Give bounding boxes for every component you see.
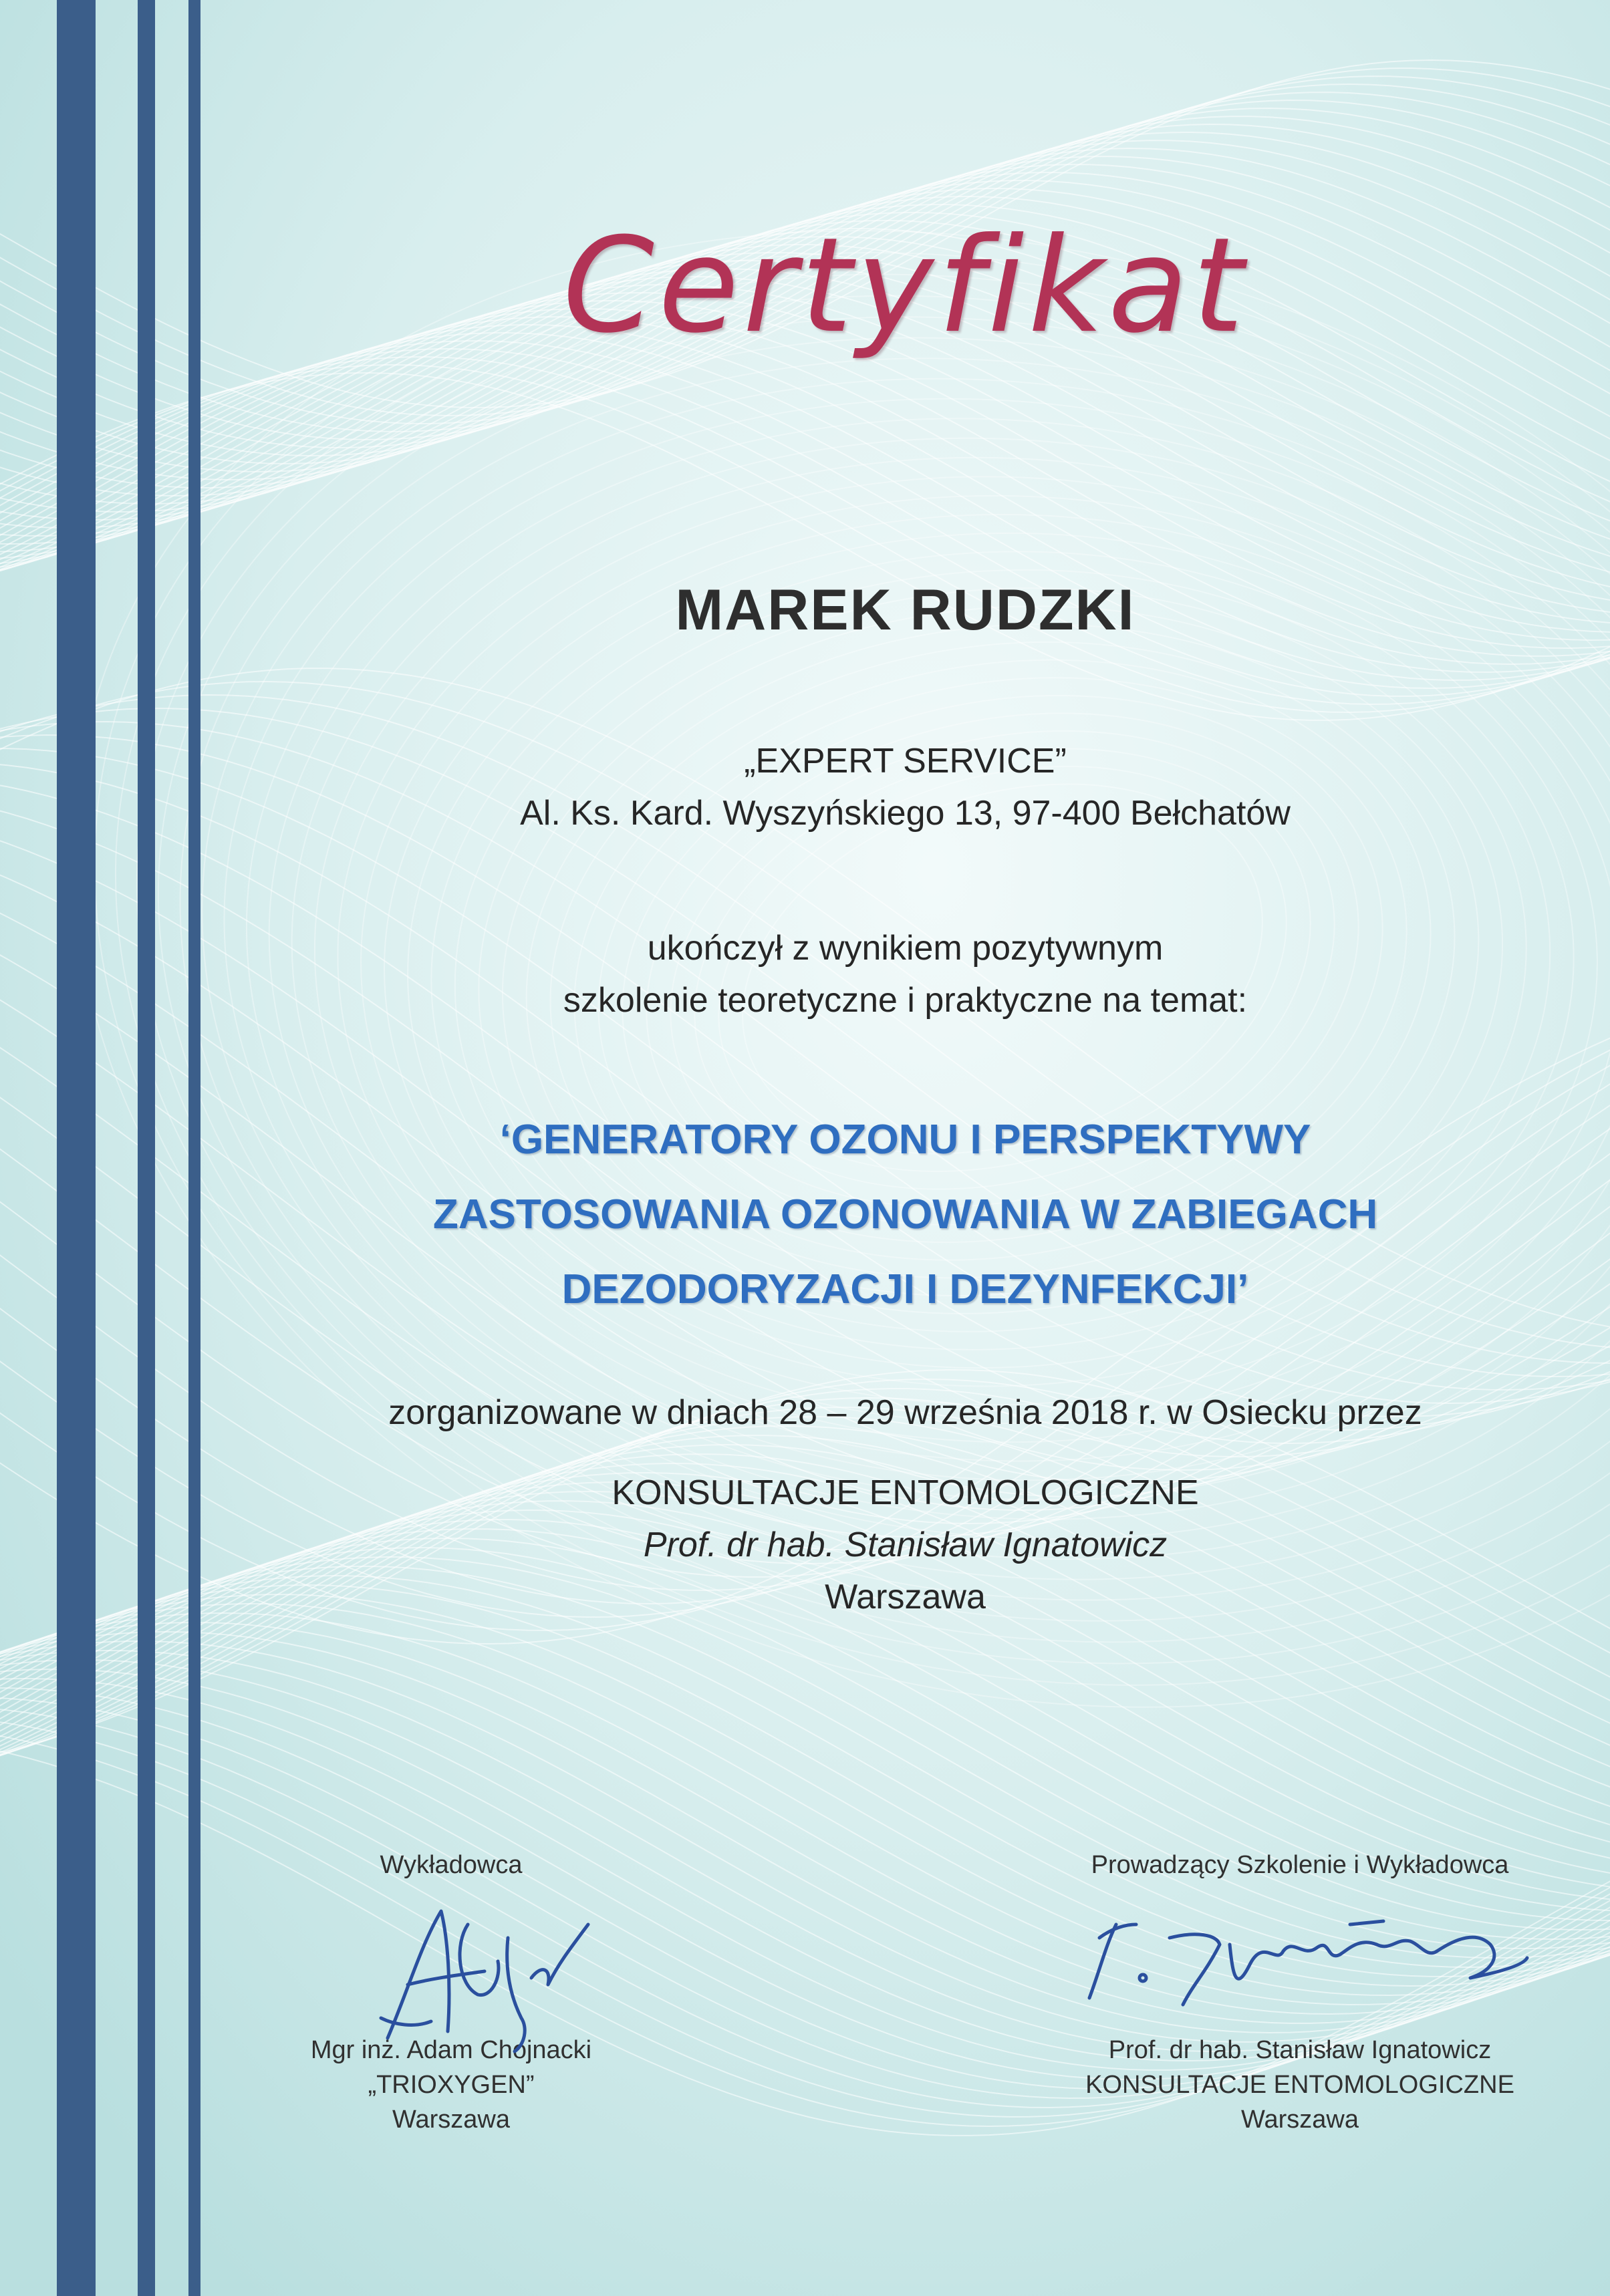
certificate-title: Certyfikat — [563, 210, 1248, 362]
left-stripe-wide — [57, 0, 96, 2296]
recipient-company — [200, 735, 1610, 839]
signer-role: Wykładowca — [380, 1851, 523, 1879]
signer-role: Prowadzący Szkolenie i Wykładowca — [1091, 1851, 1509, 1879]
topic-line-1: ‘GENERATORY OZONU I PERSPEKTYWY — [499, 1117, 1311, 1163]
organizer-city: Warszawa — [825, 1578, 986, 1616]
training-topic — [200, 1103, 1610, 1327]
topic-line-3: DEZODORYZACJI I DEZYNFEKCJI’ — [561, 1266, 1249, 1312]
organizer-block — [200, 1467, 1610, 1623]
organizer-person: Prof. dr hab. Stanisław Ignatowicz — [643, 1526, 1168, 1564]
organizer-name: KONSULTACJE ENTOMOLOGICZNE — [612, 1473, 1199, 1512]
intro-line-1: ukończył z wynikiem pozytywnym — [647, 929, 1164, 968]
signer-name: Prof. dr hab. Stanisław Ignatowicz — [1108, 2036, 1492, 2064]
signer-city: Warszawa — [392, 2106, 510, 2134]
completion-statement — [200, 922, 1610, 1026]
signer-org: „TRIOXYGEN” — [368, 2071, 535, 2099]
intro-line-2: szkolenie teoretyczne i praktyczne na temat: — [563, 981, 1248, 1020]
organized-line: zorganizowane w dniach 28 – 29 września 2018 r. w Osiecku przez — [388, 1393, 1422, 1432]
handwritten-signature-right — [1063, 1898, 1530, 2018]
signer-name: Mgr inż. Adam Chojnacki — [310, 2036, 592, 2064]
signer-city: Warszawa — [1241, 2106, 1359, 2134]
handwritten-signature-left — [368, 1884, 622, 2058]
signer-org: KONSULTACJE ENTOMOLOGICZNE — [1085, 2071, 1514, 2099]
company-name: „EXPERT SERVICE” — [744, 742, 1067, 780]
topic-line-2: ZASTOSOWANIA OZONOWANIA W ZABIEGACH — [432, 1191, 1378, 1238]
company-address: Al. Ks. Kard. Wyszyńskiego 13, 97-400 Bełchatów — [520, 794, 1291, 833]
recipient-name: MAREK RUDZKI — [675, 578, 1135, 642]
